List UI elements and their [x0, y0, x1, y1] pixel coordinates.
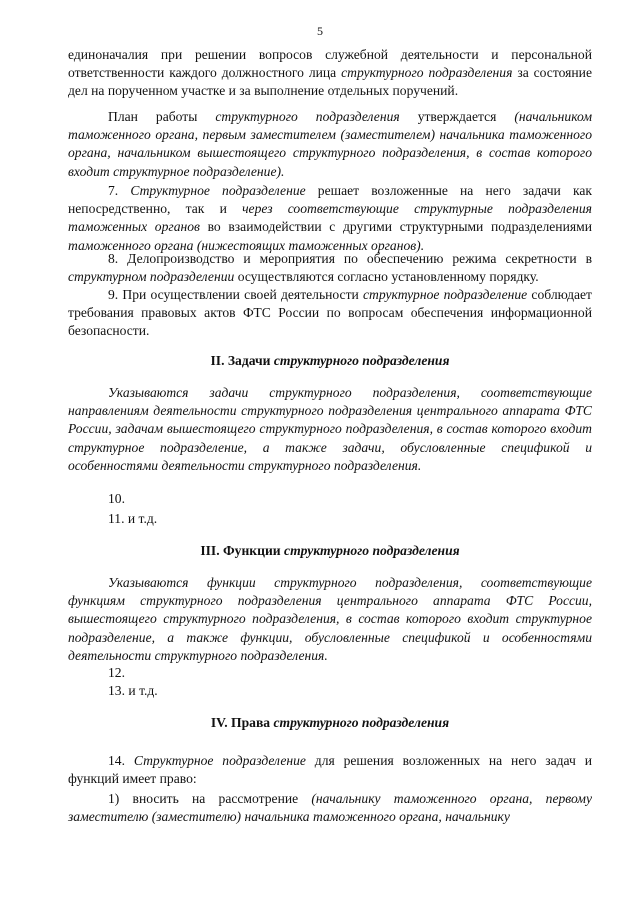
text: План работы — [108, 109, 216, 124]
text-italic: Структурное подразделение — [130, 183, 306, 198]
heading-text: II. Задачи — [210, 353, 274, 368]
text: единоначалия при решении вопросов служебной деятельности и персональной ответственности каждого должностного лица — [68, 47, 592, 81]
text-italic: структурное подразделение — [363, 287, 528, 302]
paragraph-14-1 — [68, 790, 592, 826]
heading-text: IV. Права — [210, 715, 274, 730]
text: 9. При осуществлении своей деятельности — [108, 287, 364, 302]
paragraph-14 — [68, 752, 592, 788]
heading-text-italic: структурного подразделения — [273, 715, 450, 730]
text-italic: (начальнику таможенного органа, первому заместителю (заместителю) начальника таможенного органа, начальнику — [68, 791, 592, 825]
text: 14. — [108, 753, 134, 768]
text: утверждается — [399, 109, 515, 124]
text-italic: таможенного органа (нижестоящих таможенных органов). — [68, 237, 425, 253]
heading-text-italic: структурного подразделения — [273, 353, 450, 368]
text: за состояние дел на порученном участке и за выполнение отдельных поручений. — [68, 65, 592, 99]
text: для решения возложенных на него задач и функций имеет право: — [68, 753, 593, 787]
page-number: 5 — [317, 24, 323, 38]
item-12: 12. — [108, 665, 125, 680]
section-heading-4 — [68, 714, 592, 732]
text: решает возложенные на него задачи как непосредственно, так и — [68, 183, 592, 217]
section-heading-3 — [68, 542, 592, 560]
item-10: 10. — [108, 491, 125, 506]
item-13: 13. и т.д. — [108, 683, 158, 698]
text-italic: структурном подразделении — [68, 269, 235, 285]
paragraph-plan — [68, 108, 592, 181]
paragraph-7 — [68, 182, 592, 255]
text: 1) вносить на рассмотрение — [108, 791, 312, 806]
item-11: 11. и т.д. — [108, 511, 158, 526]
text-italic: структурного подразделения — [341, 65, 513, 81]
heading-text: III. Функции — [200, 543, 285, 558]
text: осуществляются согласно установленному порядку. — [234, 269, 539, 285]
section-3-description: Указываются функции структурного подразделения, соответствующие функциям структурного подразделения центрального аппарата ФТС России, вышестоящего структурного подразделения, в состав которого входит структурное подразделение, а также функции, обусловленные спецификой и особенностями деятельности структурного подразделения. — [68, 575, 592, 663]
text-italic: (начальником таможенного органа, первым заместителем (заместителем) начальника таможенного органа, начальником вышестоящего структурного подразделения, в состав которого входит структурное подразделение). — [68, 109, 592, 179]
paragraph-9 — [68, 286, 592, 341]
section-2-description: Указываются задачи структурного подразделения, соответствующие направлениям деятельности структурного подразделения центрального аппарата ФТС России, задачам вышестоящего структурного подразделения, в состав которого входит структурное подразделение, а также задачи, обусловленные спецификой и особенностями деятельности структурного подразделения. — [68, 385, 592, 473]
text: 7. — [108, 183, 131, 198]
section-heading-2 — [68, 352, 592, 370]
paragraph-8 — [68, 250, 592, 286]
heading-text-italic: структурного подразделения — [284, 543, 460, 558]
text-italic: Структурное подразделение — [133, 753, 306, 768]
text-italic: структурного подразделения — [215, 109, 400, 124]
text-italic: через соответствующие структурные подразделения таможенных органов — [68, 201, 592, 235]
text: 8. Делопроизводство и мероприятия по обеспечению режима секретности в — [108, 251, 592, 266]
paragraph-continuation — [68, 46, 592, 101]
text: во взаимодействии с другими структурными подразделениями — [199, 219, 592, 235]
text: соблюдает требования правовых актов ФТС России по вопросам обеспечения информационной безопасности. — [68, 287, 592, 339]
